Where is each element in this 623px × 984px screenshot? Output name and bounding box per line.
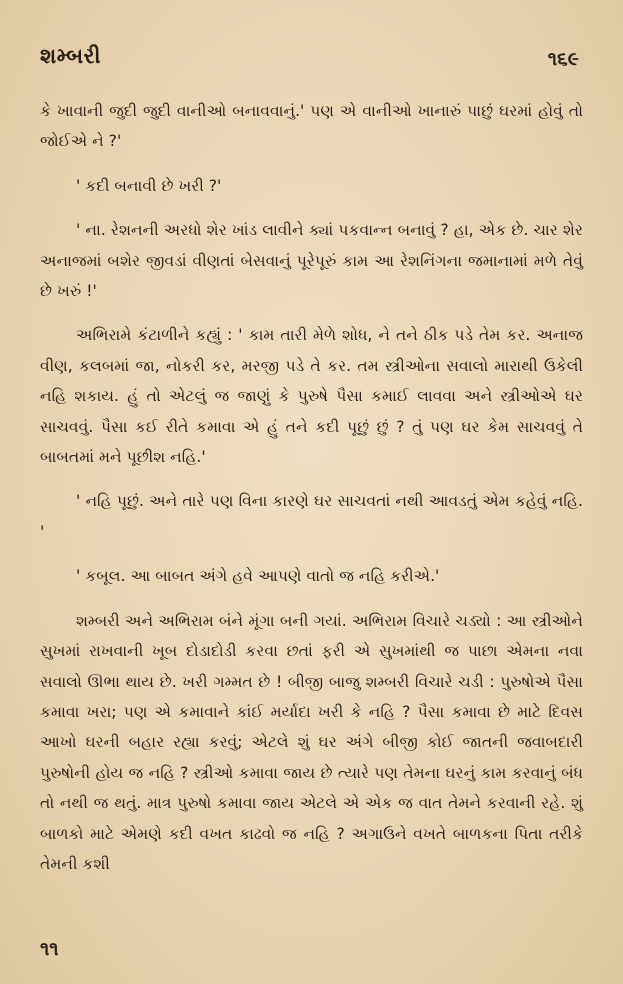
paragraph: કે ખાવાની જુદી જુદી વાનીઓ બનાવવાનું.' પણ એ વાનીઓ ખાનારું પાછું ઘરમાં હોવું તો જોઈએ ને ?': [40, 102, 583, 151]
paragraph: ' કબૂલ. આ બાબત અંગે હવે આપણે વાતો જ નહિ કરીએ.': [76, 567, 440, 586]
paragraph: ' કદી બનાવી છે ખરી ?': [76, 176, 222, 195]
paragraph: ' ના. રેશનની અરધો શેર ખાંડ લાવીને ક્યાં પકવાન્ન બનાવું ? હા, એક છે. ચાર શેર અનાજમાં બશેર જીવડાં વીણતાં બેસવાનું પૂરેપૂરું કામ આ રેશનિંગના જમાનામાં મળે તેવું છે ખરું !': [40, 221, 583, 301]
page-number: ૧૬૯: [547, 48, 579, 70]
paragraph: શમ્બરી અને અભિરામ બંને મૂંગા બની ગયાં. અભિરામ વિચારે ચડ્યો : આ સ્ત્રીઓને સુખમાં રાખવાની ખૂબ દોડાદોડી કરવા છતાં ફરી એ સુખમાંથી જ પાછા એમના નવા સવાલો ઊભા થાય છે. ખરી ગમ્મત છે ! બીજી બાજુ શમ્બરી વિચારે ચડી : પુરુષોએ પૈસા કમાવા ખરા; પણ એ કમાવાને કાંઈ મર્યાદા ખરી કે નહિ ? પૈસા કમાવા છે માટે દિવસ આખો ઘરની બહાર રહ્યા કરવું; એટલે શું ઘર અંગે બીજી કોઈ જાતની જવાબદારી પુરુષોની હોય જ નહિ ? સ્ત્રીઓ કમાવા જાય છે ત્યારે પણ તેમના ઘરનું કામ કરવાનું બંધ તો નથી જ થતું. માત્ર પુરુષો કમાવા જાય એટલે એ એક જ વાત તેમને કરવાની રહે. શું બાળકો માટે એમણે કદી વખત કાઢવો જ નહિ ? અગાઉને વખતે બાળકના પિતા તરીકે તેમની કશી: [40, 611, 583, 873]
paragraph: અભિરામે કંટાળીને કહ્યું : ' કામ તારી મેળે શોધ, ને તને ઠીક પડે તેમ કર. અનાજ વીણ, કલબમાં જા, નોકરી કર, મરજી પડે તે કર. તમ સ્ત્રીઓના સવાલો મારાથી ઉકેલી નહિ શકાય. હું તો એટલું જ જાણું કે પુરુષે પૈસા કમાઈ લાવવા અને સ્ત્રીઓએ ઘર સાચવવું. પૈસા કઈ રીતે કમાવા એ હું તને કદી પૂછું છું ? તું પણ ઘર કેમ સાચવવું તે બાબતમાં મને પૂછીશ નહિ.': [40, 326, 583, 467]
running-title: શમ્બરી: [40, 44, 101, 68]
body-text: [40, 96, 583, 879]
page-header: [40, 44, 583, 78]
paragraph: ' નહિ પૂછું. અને તારે પણ વિના કારણે ઘર સાચવતાં નથી આવડતું એમ કહેવું નહિ. ': [40, 492, 583, 541]
signature-mark: ૧૧: [40, 938, 59, 960]
